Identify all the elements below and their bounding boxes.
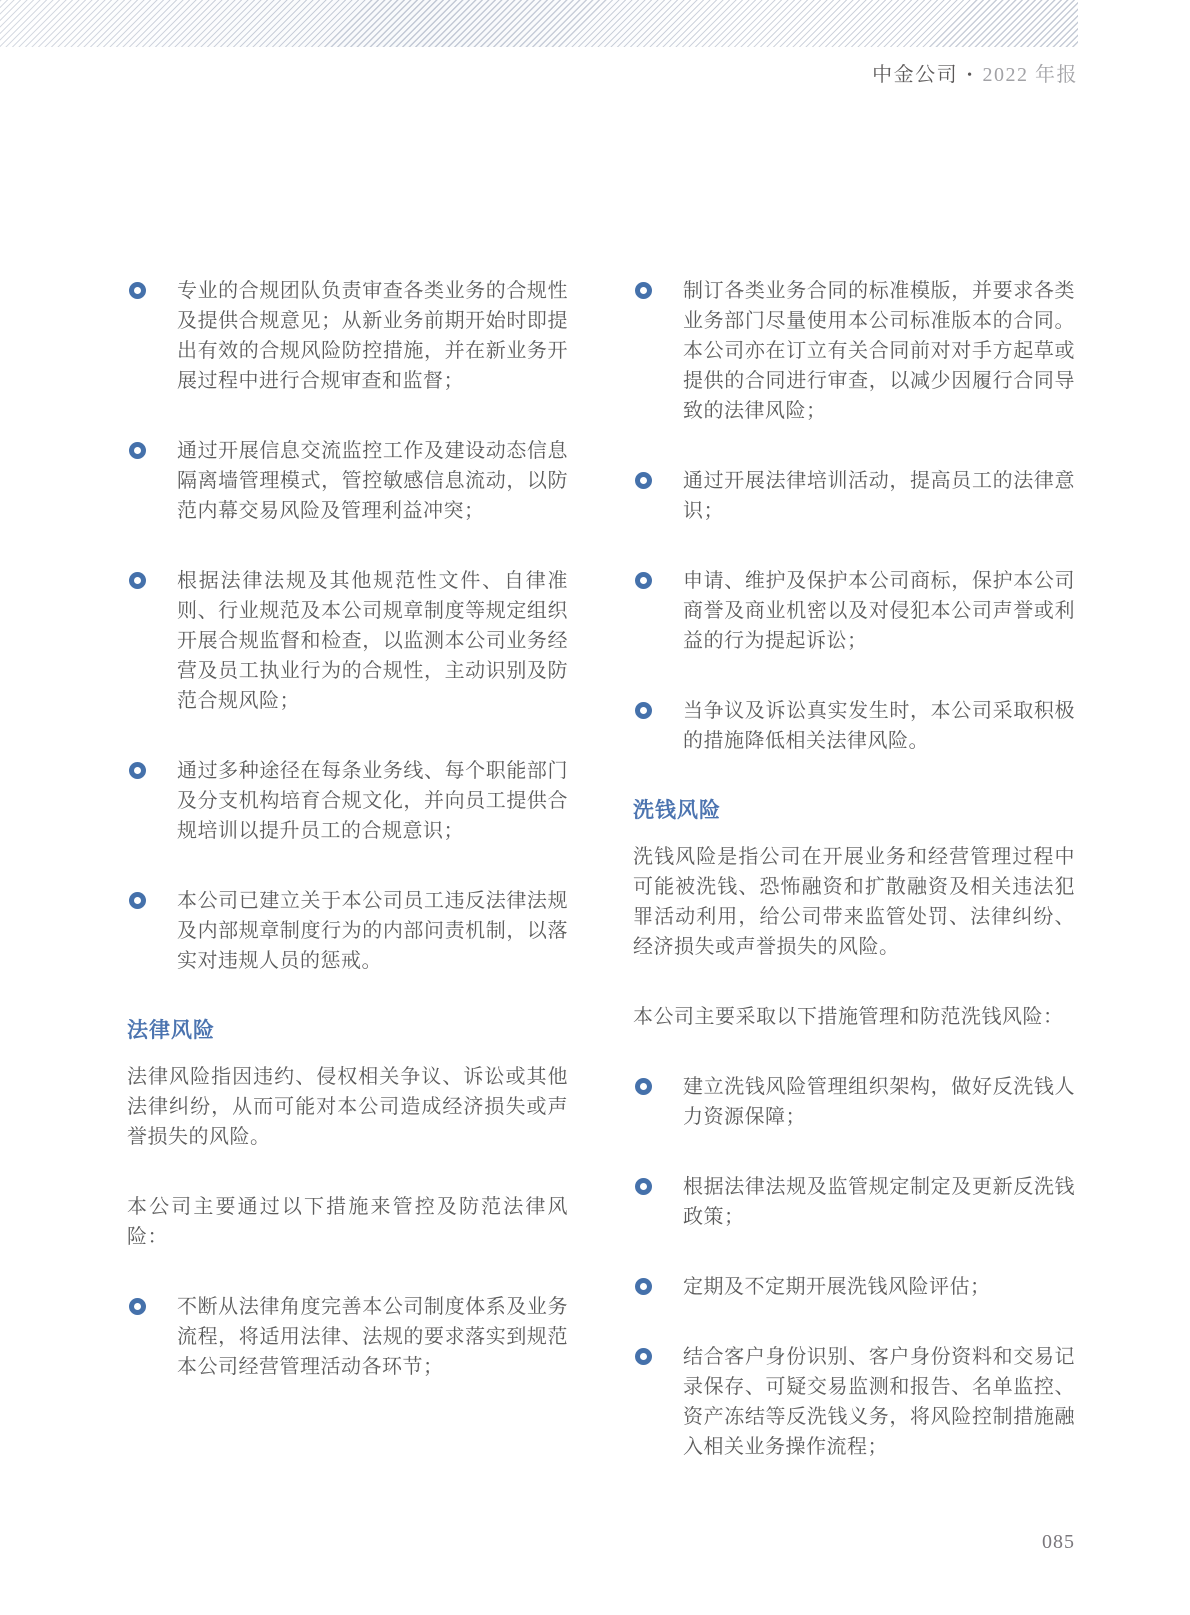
list-item-text: 制订各类业务合同的标准模版，并要求各类业务部门尽量使用本公司标准版本的合同。本公司亦在订立有关合同前对对手方起草或提供的合同进行审查，以减少因履行合同导致的法律风险； bbox=[683, 280, 1075, 422]
list-item bbox=[127, 566, 568, 716]
paragraph: 洗钱风险是指公司在开展业务和经营管理过程中可能被洗钱、恐怖融资和扩散融资及相关违法犯罪活动利用，给公司带来监管处罚、法律纠纷、经济损失或声誉损失的风险。 bbox=[633, 846, 1075, 958]
bullet-icon bbox=[635, 1078, 652, 1095]
list-item-text: 建立洗钱风险管理组织架构，做好反洗钱人力资源保障； bbox=[683, 1076, 1075, 1128]
company-name: 中金公司 bbox=[872, 64, 959, 86]
bullet-icon bbox=[635, 702, 652, 719]
bullet-icon bbox=[129, 442, 146, 459]
list-item bbox=[127, 756, 568, 846]
list-item bbox=[633, 276, 1075, 426]
list-item-text: 不断从法律角度完善本公司制度体系及业务流程，将适用法律、法规的要求落实到规范本公司经营管理活动各环节； bbox=[177, 1296, 568, 1378]
list-item-text: 当争议及诉讼真实发生时，本公司采取积极的措施降低相关法律风险。 bbox=[683, 700, 1075, 752]
list-item-text: 本公司已建立关于本公司员工违反法律法规及内部规章制度行为的内部问责机制，以落实对违规人员的惩戒。 bbox=[177, 890, 568, 972]
bullet-icon bbox=[129, 572, 146, 589]
list-item bbox=[127, 886, 568, 976]
list-item-text: 通过开展信息交流监控工作及建设动态信息隔离墙管理模式，管控敏感信息流动，以防范内幕交易风险及管理利益冲突； bbox=[177, 440, 568, 522]
list-item bbox=[633, 566, 1075, 656]
list-item bbox=[127, 276, 568, 396]
list-item bbox=[633, 1342, 1075, 1462]
bullet-icon bbox=[635, 472, 652, 489]
page-number: 085 bbox=[1042, 1531, 1075, 1553]
list-item-text: 通过开展法律培训活动，提高员工的法律意识； bbox=[683, 470, 1075, 522]
list-item-text: 根据法律法规及监管规定制定及更新反洗钱政策； bbox=[683, 1176, 1075, 1228]
bullet-icon bbox=[129, 762, 146, 779]
bullet-icon bbox=[129, 892, 146, 909]
bullet-icon bbox=[635, 572, 652, 589]
list-item bbox=[127, 436, 568, 526]
list-item-text: 根据法律法规及其他规范性文件、自律准则、行业规范及本公司规章制度等规定组织开展合规监督和检查，以监测本公司业务经营及员工执业行为的合规性，主动识别及防范合规风险； bbox=[177, 570, 568, 712]
section-heading-legal-risk: 法律风险 bbox=[127, 1019, 215, 1042]
list-item bbox=[633, 1272, 1075, 1302]
list-item-text: 申请、维护及保护本公司商标，保护本公司商誉及商业机密以及对侵犯本公司声誉或利益的行为提起诉讼； bbox=[683, 570, 1075, 652]
list-item bbox=[127, 1292, 568, 1382]
bullet-icon bbox=[129, 282, 146, 299]
bullet-icon bbox=[635, 1178, 652, 1195]
page-header bbox=[872, 58, 1078, 87]
hatch-pattern-band bbox=[0, 0, 1078, 47]
list-item bbox=[633, 466, 1075, 526]
paragraph: 本公司主要采取以下措施管理和防范洗钱风险： bbox=[633, 1006, 1064, 1028]
bullet-icon bbox=[129, 1298, 146, 1315]
right-column bbox=[633, 276, 1075, 1502]
list-item-text: 结合客户身份识别、客户身份资料和交易记录保存、可疑交易监测和报告、名单监控、资产冻结等反洗钱义务，将风险控制措施融入相关业务操作流程； bbox=[683, 1346, 1075, 1458]
bullet-icon bbox=[635, 1278, 652, 1295]
section-heading-money-laundering-risk: 洗钱风险 bbox=[633, 799, 721, 822]
paragraph: 本公司主要通过以下措施来管控及防范法律风险： bbox=[127, 1196, 568, 1248]
report-edition: 2022 年报 bbox=[982, 64, 1078, 86]
bullet-icon bbox=[635, 1348, 652, 1365]
list-item-text: 定期及不定期开展洗钱风险评估； bbox=[683, 1276, 991, 1298]
list-item bbox=[633, 1172, 1075, 1232]
list-item-text: 通过多种途径在每条业务线、每个职能部门及分支机构培育合规文化，并向员工提供合规培训以提升员工的合规意识； bbox=[177, 760, 568, 842]
bullet-icon bbox=[635, 282, 652, 299]
paragraph: 法律风险指因违约、侵权相关争议、诉讼或其他法律纠纷，从而可能对本公司造成经济损失或声誉损失的风险。 bbox=[127, 1066, 568, 1148]
dot-separator-icon: • bbox=[967, 68, 974, 83]
list-item bbox=[633, 1072, 1075, 1132]
left-column bbox=[127, 276, 568, 1422]
list-item-text: 专业的合规团队负责审查各类业务的合规性及提供合规意见；从新业务前期开始时即提出有效的合规风险防控措施，并在新业务开展过程中进行合规审查和监督； bbox=[177, 280, 568, 392]
list-item bbox=[633, 696, 1075, 756]
